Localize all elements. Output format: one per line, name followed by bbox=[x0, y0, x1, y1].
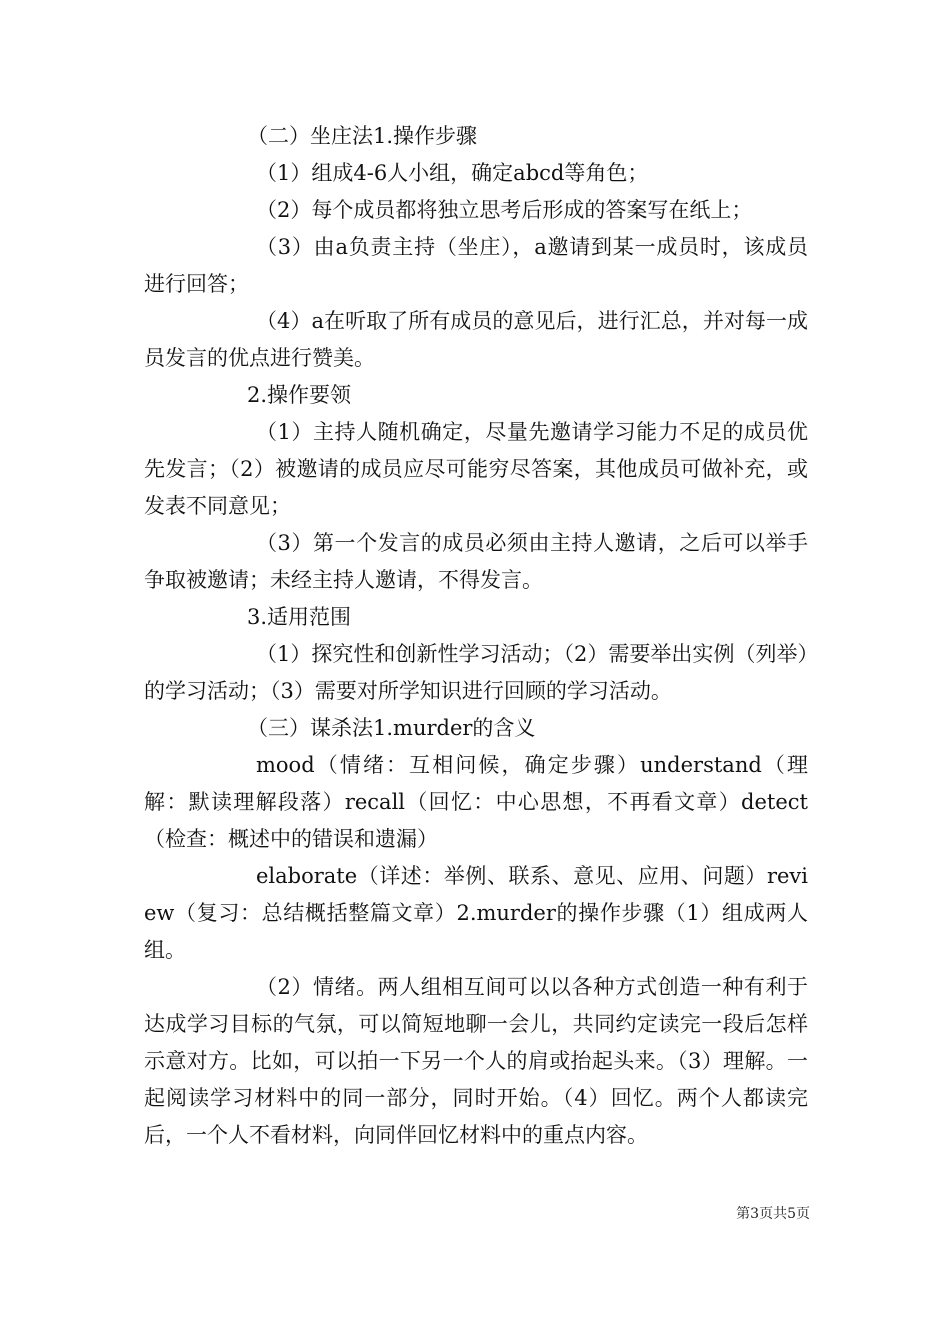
paragraph: （3）第一个发言的成员必须由主持人邀请，之后可以举手争取被邀请；未经主持人邀请，不得发言。 bbox=[144, 531, 808, 592]
paragraph: （4）a在听取了所有成员的意见后，进行汇总，并对每一成员发言的优点进行赞美。 bbox=[144, 309, 808, 370]
section-heading-murder: （三）谋杀法1.murder的含义 bbox=[247, 716, 536, 740]
document-body bbox=[144, 118, 808, 1154]
paragraph: mood（情绪：互相问候，确定步骤）understand（理解：默读理解段落）recall（回忆：中心思想，不再看文章）detect（检查：概述中的错误和遗漏） bbox=[144, 753, 808, 851]
paragraph: elaborate（详述：举例、联系、意见、应用、问题）review（复习：总结概括整篇文章）2.murder的操作步骤（1）组成两人组。 bbox=[144, 864, 808, 962]
page-number-footer: 第3页共5页 bbox=[736, 1206, 810, 1222]
paragraph: （1）主持人随机确定，尽量先邀请学习能力不足的成员优先发言；（2）被邀请的成员应尽可能穷尽答案，其他成员可做补充，或发表不同意见； bbox=[144, 420, 808, 518]
paragraph: （3）由a负责主持（坐庄），a邀请到某一成员时，该成员进行回答； bbox=[144, 235, 808, 296]
paragraph: （2）情绪。两人组相互间可以以各种方式创造一种有利于达成学习目标的气氛，可以简短地聊一会儿，共同约定读完一段后怎样示意对方。比如，可以拍一下另一个人的肩或抬起头来。（3）理解。一起阅读学习材料中的同一部分，同时开始。（4）回忆。两个人都读完后，一个人不看材料，向同伴回忆材料中的重点内容。 bbox=[144, 975, 808, 1147]
paragraph: （2）每个成员都将独立思考后形成的答案写在纸上； bbox=[256, 198, 753, 222]
section-heading-zuozhuang: （二）坐庄法1.操作步骤 bbox=[247, 124, 478, 148]
paragraph: （1）组成4-6人小组，确定abcd等角色； bbox=[256, 161, 649, 185]
subheading-essentials: 2.操作要领 bbox=[247, 383, 352, 407]
subheading-scope: 3.适用范围 bbox=[247, 605, 352, 629]
paragraph: （1）探究性和创新性学习活动；（2）需要举出实例（列举）的学习活动；（3）需要对所学知识进行回顾的学习活动。 bbox=[144, 642, 808, 703]
